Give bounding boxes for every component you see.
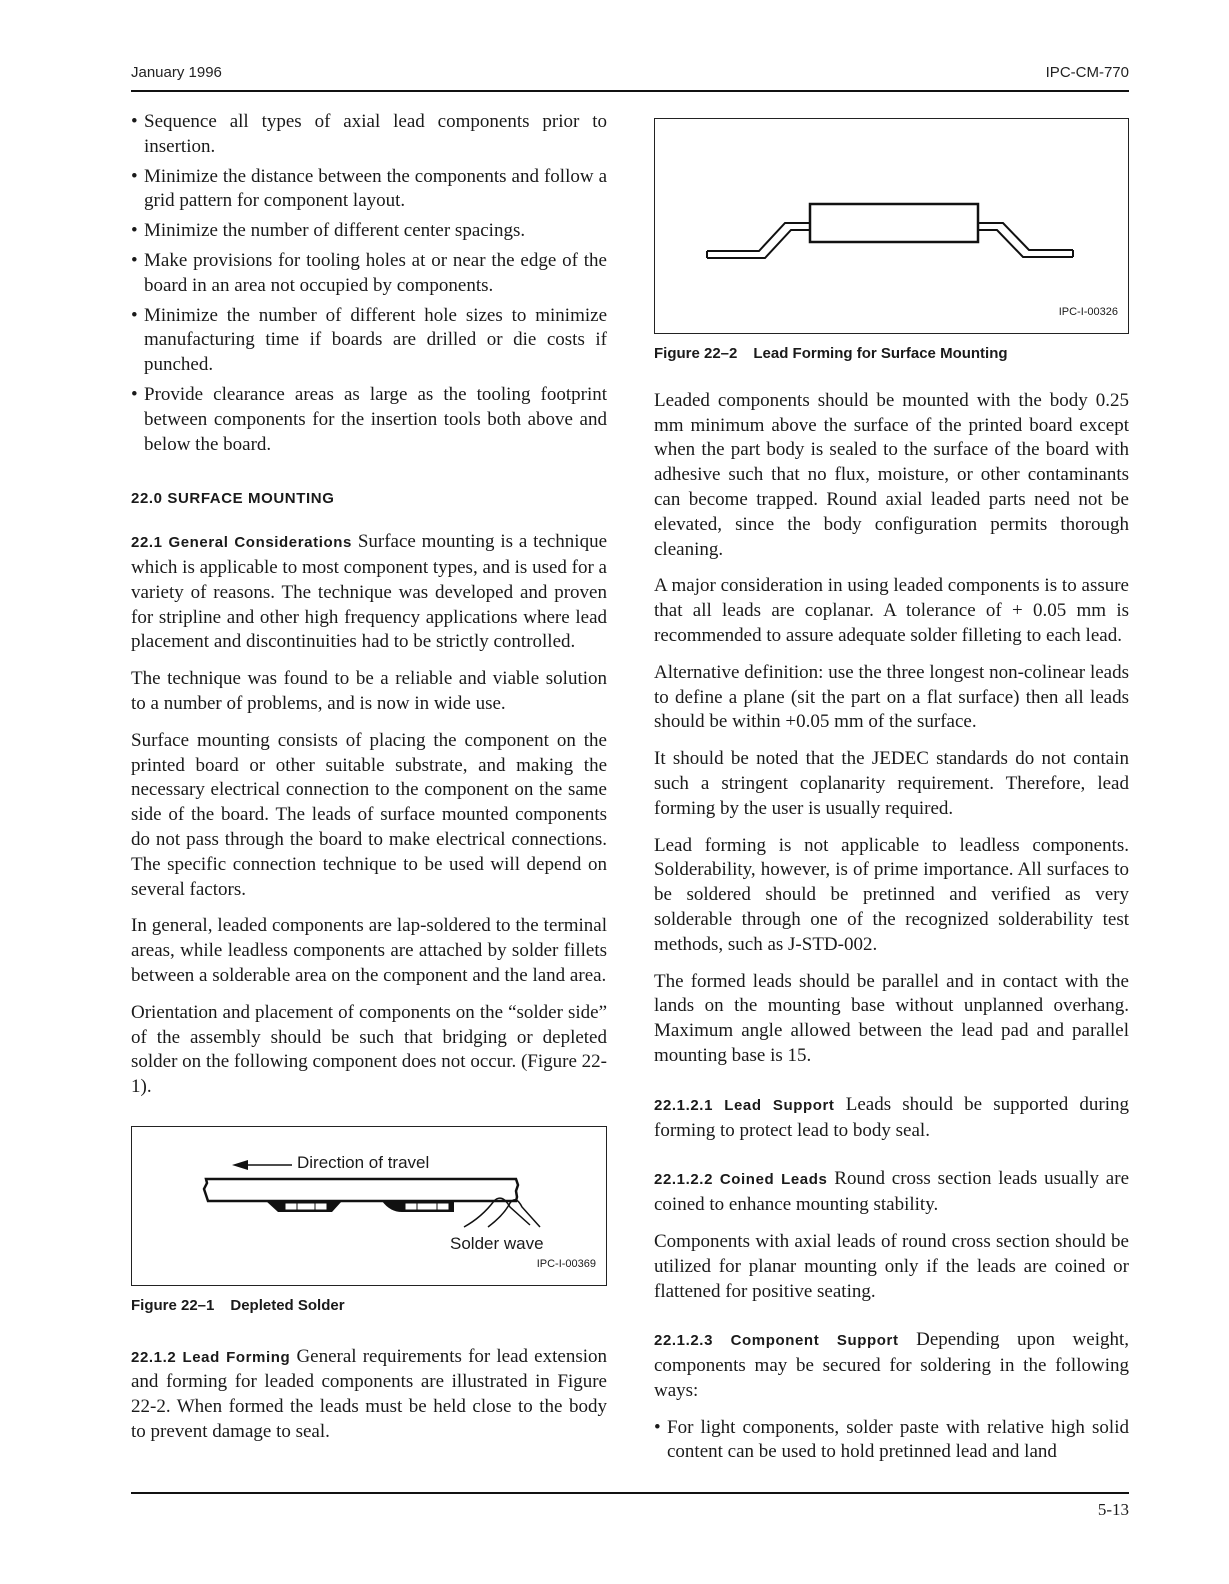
- direction-of-travel-label: Direction of travel: [297, 1152, 430, 1172]
- figure-title: Lead Forming for Surface Mounting: [753, 345, 1008, 362]
- header-date: January 1996: [131, 64, 222, 81]
- header-rule: [131, 90, 1129, 92]
- paragraph: The technique was found to be a reliable and viable solution to a number of problems, and is now in wide use.: [131, 668, 607, 714]
- footer-rule: [131, 1492, 1129, 1494]
- solder-wave-label: Solder wave: [450, 1233, 544, 1253]
- bullet-item: • Make provisions for tooling holes at or near the edge of the board in an area not occupied by components.: [131, 249, 607, 299]
- page-number: 5-13: [1097, 1500, 1129, 1519]
- subsection-text: Surface mounting is a technique which is applicable to most component types, and is used for a variety of reasons. The technique was developed and proven for stripline and other high frequency applications where lead placement and discontinuities had to be strictly controlled.: [131, 531, 607, 653]
- bullet-item: • Minimize the number of different center spacings.: [131, 219, 607, 244]
- subsection-22-1: [131, 530, 607, 655]
- section-heading: 22.0 SURFACE MOUNTING: [131, 490, 335, 508]
- subsection-text: Round cross section leads usually are coined to enhance mounting stability.: [654, 1168, 1129, 1216]
- paragraph: Components with axial leads of round cross section should be utilized for planar mounting only if the leads are coined or flattened for positive seating.: [654, 1230, 1129, 1302]
- paragraph: Orientation and placement of components on the “solder side” of the assembly should be such that bridging or depleted solder on the following component does not occur. (Figure 22-1).: [131, 1001, 607, 1098]
- figure-id: IPC-I-00326: [1058, 306, 1118, 319]
- subsection-22-1-2-1: [654, 1093, 1129, 1144]
- paragraph: Lead forming is not applicable to leadless components. Solderability, however, is of prime importance. All surfaces to be soldered should be pretinned and verified as very solderable through one of the recognized solderability test methods, such as J-STD-002.: [654, 834, 1129, 955]
- subsection-text: Depending upon weight, components may be secured for soldering in the following ways:: [654, 1329, 1130, 1401]
- bullet-item: • Provide clearance areas as large as the tooling footprint between components for the insertion tools both above and below the board.: [131, 383, 607, 457]
- paragraph: Surface mounting consists of placing the component on the printed board or other suitable substrate, and making the necessary electrical connection to the component on the same side of the board. The leads of surface mounted components do not pass through the board to make electrical connections. The specific connection technique to be used will depend on several factors.: [131, 729, 607, 900]
- figure-22-1-frame: [131, 1126, 607, 1286]
- subsection-heading: 22.1.2.3 Component Support: [654, 1332, 899, 1350]
- paragraph: Leaded components should be mounted with the body 0.25 mm minimum above the surface of the printed board except when the part body is sealed to the surface of the board with adhesive such that no flux, moisture, or other contaminants can become trapped. Round axial leaded parts need not be elevated, since the body configuration permits thorough cleaning.: [654, 389, 1129, 560]
- figure-number: Figure 22–2: [654, 345, 738, 362]
- bullet-item: • For light components, solder paste with relative high solid content can be used to hold pretinned lead and land: [654, 1416, 1129, 1466]
- figure-22-2-frame: [654, 118, 1129, 334]
- subsection-22-1-2: [131, 1345, 607, 1445]
- paragraph: Alternative definition: use the three longest non-colinear leads to define a plane (sit the part on a flat surface) then all leads should be within +0.05 mm of the surface.: [654, 661, 1129, 733]
- subsection-text: General requirements for lead extension and forming for leaded components are illustrated in Figure 22-2. When formed the leads must be held close to the body to prevent damage to seal.: [131, 1345, 607, 1443]
- subsection-heading: 22.1.2.2 Coined Leads: [654, 1171, 828, 1189]
- figure-22-1: [131, 1126, 607, 1319]
- figure-caption: [654, 342, 1129, 367]
- figure-22-2: [654, 118, 1129, 367]
- subsection-22-1-2-3: [654, 1328, 1129, 1403]
- subsection-heading: 22.1 General Considerations: [131, 534, 352, 552]
- right-column: [654, 118, 1129, 1470]
- bullet-item: • Sequence all types of axial lead components prior to insertion.: [131, 110, 607, 160]
- paragraph: It should be noted that the JEDEC standards do not contain such a stringent coplanarity requirement. Therefore, lead forming by the user is usually required.: [654, 748, 1129, 819]
- bullet-item: • Minimize the number of different hole sizes to minimize manufacturing time if boards are drilled or die costs if punched.: [131, 304, 607, 378]
- figure-title: Depleted Solder: [230, 1296, 345, 1314]
- figure-id: IPC-I-00369: [536, 1258, 596, 1271]
- paragraph: In general, leaded components are lap-soldered to the terminal areas, while leadless components are attached by solder fillets between a solderable area on the component and the land area.: [131, 915, 607, 986]
- figure-caption: [131, 1294, 607, 1319]
- subsection-22-1-2-2: [654, 1167, 1129, 1218]
- header-doc-id: IPC-CM-770: [1045, 64, 1129, 81]
- bullet-item: • Minimize the distance between the components and follow a grid pattern for component layout.: [131, 165, 607, 215]
- paragraph: The formed leads should be parallel and in contact with the lands on the mounting base without unplanned overhang. Maximum angle allowed between the lead pad and parallel mounting base is 15.: [654, 970, 1129, 1066]
- subsection-text: Leads should be supported during forming to protect lead to body seal.: [654, 1093, 1130, 1141]
- paragraph: A major consideration in using leaded components is to assure that all leads are coplanar. A tolerance of + 0.05 mm is recommended to assure adequate solder filleting to each lead.: [654, 575, 1129, 646]
- subsection-heading: 22.1.2 Lead Forming: [131, 1348, 291, 1366]
- subsection-heading: 22.1.2.1 Lead Support: [654, 1096, 835, 1114]
- left-column: [131, 110, 607, 1457]
- figure-number: Figure 22–1: [131, 1296, 215, 1314]
